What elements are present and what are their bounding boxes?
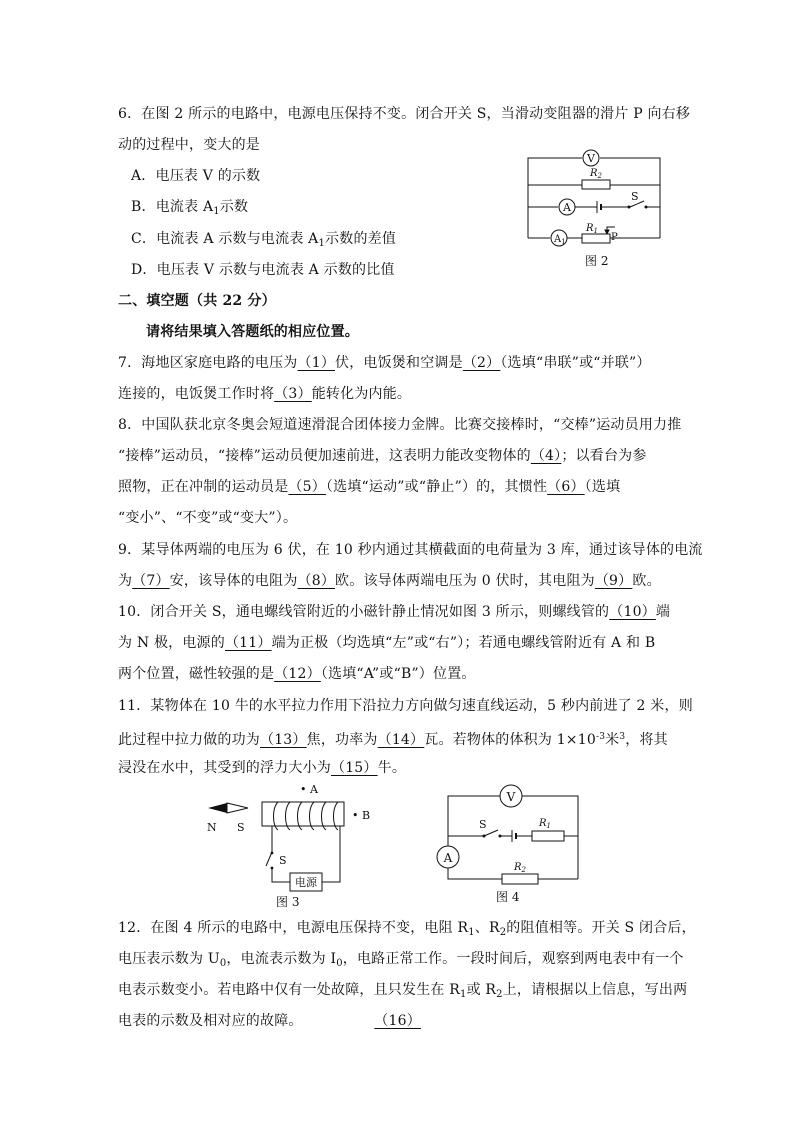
- q6-line-1: 6．在图 2 所示的电路中，电源电压保持不变。闭合开关 S，当滑动变阻器的滑片 P 向右移: [118, 106, 691, 122]
- q12-answer-blank[interactable]: （16）: [374, 1013, 421, 1029]
- figure-2-circuit: [520, 145, 670, 275]
- fig4-ammeter-label: A: [443, 851, 453, 865]
- fig2-switch-label: S: [631, 190, 639, 203]
- q8-line-4: “变小”、“不变”或“变大”）。: [118, 510, 298, 526]
- q8-line-1: 8．中国队获北京冬奥会短道速滑混合团体接力金牌。比赛交接棒时，“交棒”运动员用力推: [118, 417, 682, 433]
- fig4-voltmeter-label: V: [506, 790, 516, 804]
- q7-line-2: 连接的，电饭煲工作时将（3）能转化为内能。: [118, 386, 412, 402]
- fig3-needle-s: S: [237, 821, 245, 834]
- q11-line-1: 11．某物体在 10 牛的水平拉力作用下沿拉力方向做匀速直线运动，5 秒内前进了 2 米，则: [118, 698, 693, 714]
- q12-line-1: 12．在图 4 所示的电路中，电源电压保持不变，电阻 $R_1$、$R_2$的阻值相等。开关 S 闭合后，: [118, 920, 696, 938]
- section-2-instruction: 请将结果填入答题纸的相应位置。: [146, 324, 359, 340]
- q9-line-1: 9．某导体两端的电压为 6 伏，在 10 秒内通过其横截面的电荷量为 3 库，通过该导体的电流: [118, 542, 703, 558]
- figure-3-solenoid: [200, 780, 390, 910]
- q6-option-d: D．电压表 V 示数与电流表 A 示数的比值: [131, 262, 395, 278]
- q8-line-2: “接棒”运动员，“接棒”运动员便加速前进，这表明力能改变物体的（4）；以看台为参: [118, 448, 647, 464]
- fig2-ammeter-a-label: A: [563, 201, 571, 214]
- q10-line-1: 10．闭合开关 S，通电螺线管附近的小磁针静止情况如图 3 所示，则螺线管的（10）端: [118, 604, 671, 620]
- q7-line-1: 7．海地区家庭电路的电压为（1）伏，电饭煲和空调是（2）（选填“串联”或“并联”）: [118, 355, 651, 371]
- q6-option-a: A．电压表 V 的示数: [131, 168, 261, 184]
- fig4-r1-label: $R_1$: [539, 818, 551, 830]
- q11-line-2: 此过程中拉力做的功为（13）焦，功率为（14）瓦。若物体的体积为 $1\times 10^{-3}$米$^3$，将其: [118, 732, 668, 748]
- fig2-voltmeter-label: V: [587, 152, 595, 165]
- q10-line-2: 为 N 极，电源的（11）端为正极（均选填“左”或“右”）；若通电螺线管附近有 A 和 B: [118, 635, 656, 651]
- q6-line-2: 动的过程中，变大的是: [118, 137, 260, 153]
- q12-line-4: 电表的示数及相对应的故障。 （16）: [118, 1011, 493, 1031]
- fig4-switch-label: S: [479, 818, 487, 831]
- q9-line-2: 为（7）安，该导体的电阻为（8）欧。该导体两端电压为 0 伏时，其电阻为（9）欧。: [118, 573, 661, 589]
- fig3-needle-n: N: [207, 821, 217, 834]
- fig2-caption: 图 2: [585, 254, 609, 268]
- fig3-point-a: • A: [300, 783, 318, 796]
- q11-line-3: 浸没在水中，其受到的浮力大小为（15）牛。: [118, 760, 407, 776]
- fig3-power-source: 电源: [295, 876, 317, 889]
- fig2-r1-label: $R_1$: [586, 223, 598, 235]
- fig3-point-b: • B: [352, 809, 371, 822]
- figure-4-circuit: [432, 783, 592, 908]
- q8-line-3: 照物，正在冲制的运动员是（5）（选填“运动”或“静止”）的，其惯性（6）（选填: [118, 479, 621, 495]
- fig3-switch-label: S: [279, 854, 287, 867]
- fig3-caption: 图 3: [276, 895, 300, 909]
- q6-option-c: C．电流表 A 示数与电流表 $A_1$示数的差值: [131, 231, 397, 249]
- fig2-r2-label: $R_2$: [590, 168, 602, 180]
- fig4-r2-label: $R_2$: [514, 862, 526, 874]
- q12-line-3: 电表示数变小。若电路中仅有一处故障，且只发生在 $R_1$或 $R_2$上，请根据以上信息，写出两: [118, 982, 688, 1000]
- section-2-title: 二、填空题（共 22 分）: [118, 293, 276, 309]
- fig4-caption: 图 4: [496, 890, 520, 904]
- q12-line-2: 电压表示数为 $U_0$，电流表示数为 $I_0$，电路正常工作。一段时间后，观察到两电表中有一个: [118, 951, 684, 969]
- q6-option-b: B．电流表 $A_1$示数: [131, 199, 249, 217]
- fig2-slider-p-label: P: [611, 232, 618, 243]
- fig2-ammeter-a1-label: $A_1$: [554, 234, 566, 246]
- q10-line-3: 两个位置，磁性较强的是（12）（选填“A”或“B”）位置。: [118, 666, 476, 682]
